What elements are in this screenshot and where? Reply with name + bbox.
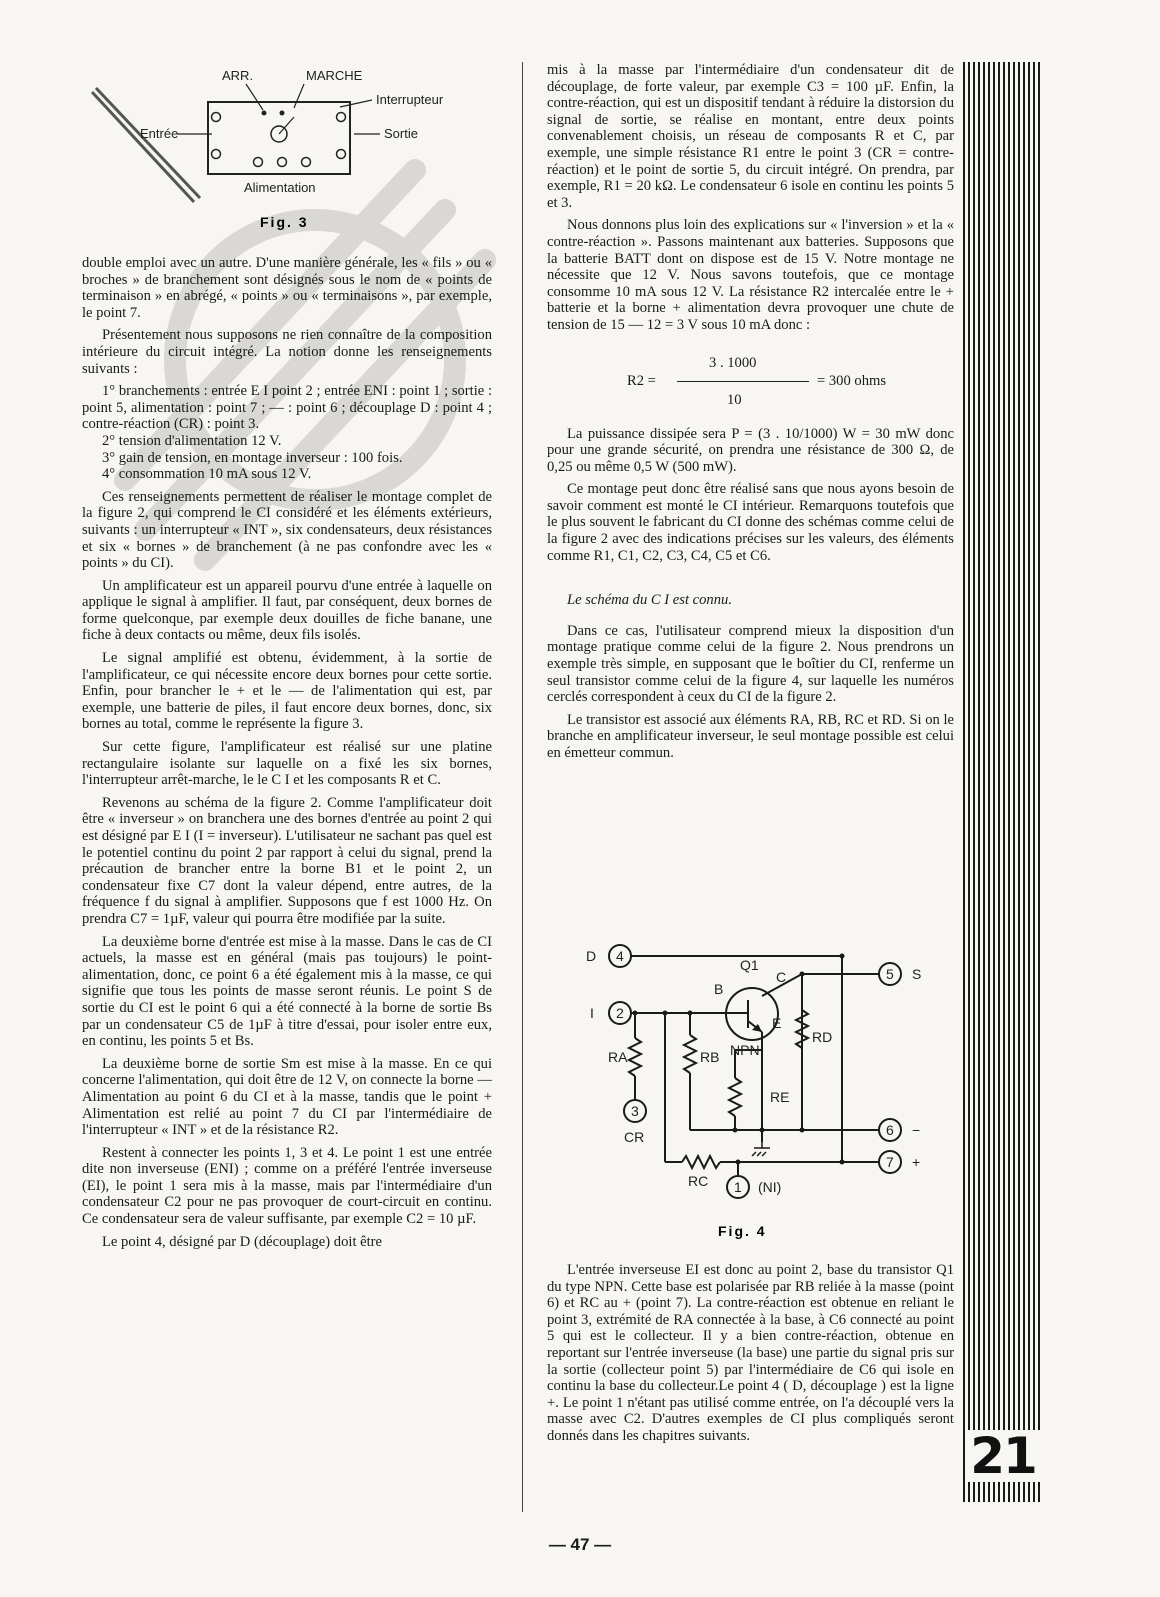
right-column-continued — [547, 1262, 954, 1451]
label-re: RE — [770, 1089, 790, 1105]
figure-3-diagram — [82, 62, 492, 230]
label-arr: ARR. — [222, 68, 254, 83]
list-item: 2° tension d'alimentation 12 V. — [102, 432, 282, 449]
node-label-5: 5 — [886, 966, 894, 982]
figure-4-circuit — [580, 930, 960, 1250]
paragraph: L'entrée inverseuse EI est donc au point 2, base du transistor Q1 du type NPN. Cette base est polarisée par RB reliée à la masse (point 6) et RC au + (point 7). La contre-réaction est obtenue en reliant le point 3, extrémité de RA connectée à la base, à C6 connecté au point 5 qui est le collecteur. Il y a bien contre-réaction, obtenue en reportant sur l'entrée inverseuse (la base) une partie du signal pris sur la sortie (collecteur point 5) par l'intermédiaire de C6 qui isole en continu la base du collecteur.Le point 4 ( D, découplage ) est la ligne +. Le point 1 n'étant pas utilisé comme entrée, on l'a découplé vers la masse avec C2. D'autres exemples de CI plus compliqués seront donnés dans les chapitres suivants. — [547, 1262, 954, 1444]
paragraph: Dans ce cas, l'utilisateur comprend mieux la disposition d'un montage pratique comme celui de la figure 2. Nous prendrons un exemple très simple, en supposant que le boîtier du CI, renferme un seul transistor comme celui de la figure 4, sur laquelle les numéros cerclés correspondent à ceux du CI de la figure 2. — [547, 622, 954, 706]
label-cr: CR — [624, 1129, 645, 1145]
label-ra: RA — [608, 1049, 628, 1065]
ground-icon — [752, 1142, 770, 1156]
paragraph: Revenons au schéma de la figure 2. Comme l'amplificateur doit être « inverseur » on branchera une des bornes d'entrée au point 2 qui est désigné par E I (I = inverseur). L'utilisateur ne sachant pas quel est le potentiel continu du point 2 par rapport à celui du signal, prend la précaution de brancher entre la borne B1 et le point 2, un condensateur fixe C7 dont la valeur dépend, entre autres, de la fréquence f du signal à amplifier. Supposons que f est 1000 Hz. On prendra C7 = 1µF, valeur qui pourra être modifiée par la suite. — [82, 794, 492, 927]
node-label-1: 1 — [734, 1179, 742, 1195]
section-heading: Le schéma du C I est connu. — [567, 592, 732, 609]
label-ni: (NI) — [758, 1179, 782, 1195]
paragraph: Présentement nous supposons ne rien connaître de la composition intérieure du circuit intégré. La notion donne les renseignements suivants : — [82, 327, 492, 377]
figure-4-caption: Fig. 4 — [718, 1223, 767, 1239]
chapter-number: 21 — [966, 1430, 1040, 1482]
label-interrupteur: Interrupteur — [376, 92, 444, 107]
node-label-2: 2 — [616, 1005, 624, 1021]
label-b: B — [714, 981, 724, 997]
label-sortie: Sortie — [384, 126, 418, 141]
list-item: 1° branchements : entrée E I point 2 ; entrée ENI : point 1 ; sortie : point 5, alimentation : point 7 ; — : point 6 ; découplage D : point 4 ; contre-réaction (CR) : point 3. — [82, 383, 492, 433]
label-rb: RB — [700, 1049, 720, 1065]
paragraph: double emploi avec un autre. D'une manière générale, les « fils » ou « broches » de branchement sont désignés sous le nom de « points de terminaison » en abrégé, « points » ou « terminaisons », par exemple, le point 7. — [82, 255, 492, 321]
label-q1: Q1 — [740, 957, 759, 973]
label-plus: + — [912, 1154, 921, 1170]
right-column — [547, 62, 954, 768]
left-column — [82, 255, 492, 1256]
label-npn: NPN — [730, 1042, 760, 1058]
node-label-7: 7 — [886, 1154, 894, 1170]
fraction-bar — [677, 381, 809, 382]
label-c: C — [776, 969, 787, 985]
node-label-6: 6 — [886, 1122, 894, 1138]
paragraph: Ce montage peut donc être réalisé sans que nous ayons besoin de savoir comment est monté le CI intérieur. Remarquons toutefois que le plus souvent le fabricant du CI donne des schémas comme celui de la figure 2 avec des indications précises sur les valeurs, des éléments comme R1, C1, C2, C3, C4, C5 et C6. — [547, 481, 954, 564]
paragraph: Le signal amplifié est obtenu, évidemment, à la sortie de l'amplificateur, ce qui nécessite encore deux bornes pour cette sortie. Enfin, pour brancher le + et le — de l'alimentation qui est, par exemple, une batterie de piles, il faut encore deux bornes, donc, six bornes au total, comme le représente la figure 3. — [82, 650, 492, 733]
label-alimentation: Alimentation — [244, 180, 316, 195]
page-number: — 47 — — [548, 1535, 612, 1554]
label-i: I — [590, 1005, 594, 1021]
chapter-stripe-band — [963, 62, 1043, 1502]
formula-numerator: 3 . 1000 — [709, 354, 757, 371]
node-label-4: 4 — [616, 948, 624, 964]
label-rd: RD — [812, 1029, 833, 1045]
paragraph: Nous donnons plus loin des explications sur « l'inversion » et la « contre-réaction ». Passons maintenant aux batteries. Supposons que la batterie BATT dont on dispose est de 15 V. Notre montage ne nécessite que 12 V. Nous savons toutefois, que ce montage consomme 10 mA sous 12 V. La résistance R2 intercalée entre le + batterie et la borne + alimentation devra provoquer une chute de tension de 15 — 12 = 3 V sous 10 mA donc : — [547, 217, 954, 333]
node-label-3: 3 — [631, 1103, 639, 1119]
list-item: 4° consommation 10 mA sous 12 V. — [102, 466, 312, 483]
paragraph: Un amplificateur est un appareil pourvu d'une entrée à laquelle on applique le signal à amplifier. Il faut, par conséquent, deux bornes de forme quelconque, par exemple deux douilles de fiche banane, une fiche à deux contacts ou même, deux fils isolés. — [82, 577, 492, 644]
list-item: 3° gain de tension, en montage inverseur : 100 fois. — [102, 449, 403, 466]
paragraph: Le point 4, désigné par D (découplage) doit être — [102, 1233, 383, 1250]
paragraph: Le transistor est associé aux éléments RA, RB, RC et RD. Si on le branche en amplificateur inverseur, le seul montage possible est celui en émetteur commun. — [547, 711, 954, 761]
paragraph: Ces renseignements permettent de réaliser le montage complet de la figure 2, qui comprend le CI considéré et les éléments extérieurs, suivants : un interrupteur « INT », six condensateurs, deux résistances et six « bornes » de branchement (à ne pas confondre avec les « points » du CI). — [82, 488, 492, 572]
formula-rhs: = 300 ohms — [817, 372, 887, 389]
paragraph: Restent à connecter les points 1, 3 et 4. Le point 1 est une entrée dite non inverseuse (ENI) ; comme on a préféré l'entrée inverseuse (EI), le point 1 sera mis à la masse, mais par l'intermédiaire d'un condensateur C2 pour ne pas provoquer de court-circuit en continu. Ce condensateur sera de valeur suffisante, par exemple C2 = 10 µF. — [82, 1144, 492, 1228]
label-rc: RC — [688, 1173, 709, 1189]
paragraph: mis à la masse par l'intermédiaire d'un condensateur dit de découplage, de forte valeur, par exemple C3 = 100 µF. Enfin, la contre-réaction, qui est un dispositif tendant à réduire la distorsion du signal de sortie, se réalise en montant, entre deux points convenablement choisis, un réseau de composants R et C, par exemple, une simple résistance R1 entre le point 3 (CR = contre-réaction) et le point de sortie 5, du circuit intégré. On prendra, par exemple, R1 = 20 kΩ. Le condensateur 6 isole en continu les points 5 et 3. — [547, 62, 954, 211]
label-s: S — [912, 966, 922, 982]
label-d: D — [586, 948, 597, 964]
probe-sketch — [92, 88, 200, 202]
label-entree: Entrée — [140, 126, 179, 141]
formula-r2 — [547, 340, 954, 416]
formula-lhs: R2 = — [627, 372, 656, 389]
paragraph: Sur cette figure, l'amplificateur est réalisé sur une platine rectangulaire isolante sur laquelle on a fixé les six bornes, l'interrupteur arrêt-marche, le le C I et les composants R et C. — [82, 739, 492, 789]
label-marche: MARCHE — [306, 68, 363, 83]
specs-list — [82, 383, 492, 483]
terminal-circles — [212, 113, 346, 167]
label-minus: − — [912, 1122, 921, 1138]
paragraph: La deuxième borne d'entrée est mise à la masse. Dans le cas de CI actuels, la masse est en général (mais pas toujours) le point-alimentation, donc, ce point 6 a été également mis à la masse, ce qui signifie que tous les points de masse seront réunis. Le point S de sortie du CI est le point 6 qui a été connecté à la borne de sortie Bs par un condensateur C5 de 1µF à titre d'essai, pour isoler entre eux, en continu, les points 5 et Bs. — [82, 933, 492, 1050]
formula-denominator: 10 — [727, 391, 742, 408]
paragraph: La puissance dissipée sera P = (3 . 10/1000) W = 30 mW donc pour une grande sécurité, on prendra une résistance de 300 Ω, de 0,25 ou même 0,5 W (500 mW). — [547, 425, 954, 475]
label-e: E — [772, 1015, 782, 1031]
paragraph: La deuxième borne de sortie Sm est mise à la masse. En ce qui concerne l'alimentation, qui doit être de 12 V, on connecte la borne — Alimentation au point 6 du CI et à la masse, tandis que le point + Alimentation est relié au point 7 du CI par l'intermédiaire de l'interrupteur « INT » et de la résistance R2. — [82, 1055, 492, 1139]
figure-3-caption: Fig. 3 — [260, 214, 309, 230]
column-divider — [522, 62, 523, 1512]
